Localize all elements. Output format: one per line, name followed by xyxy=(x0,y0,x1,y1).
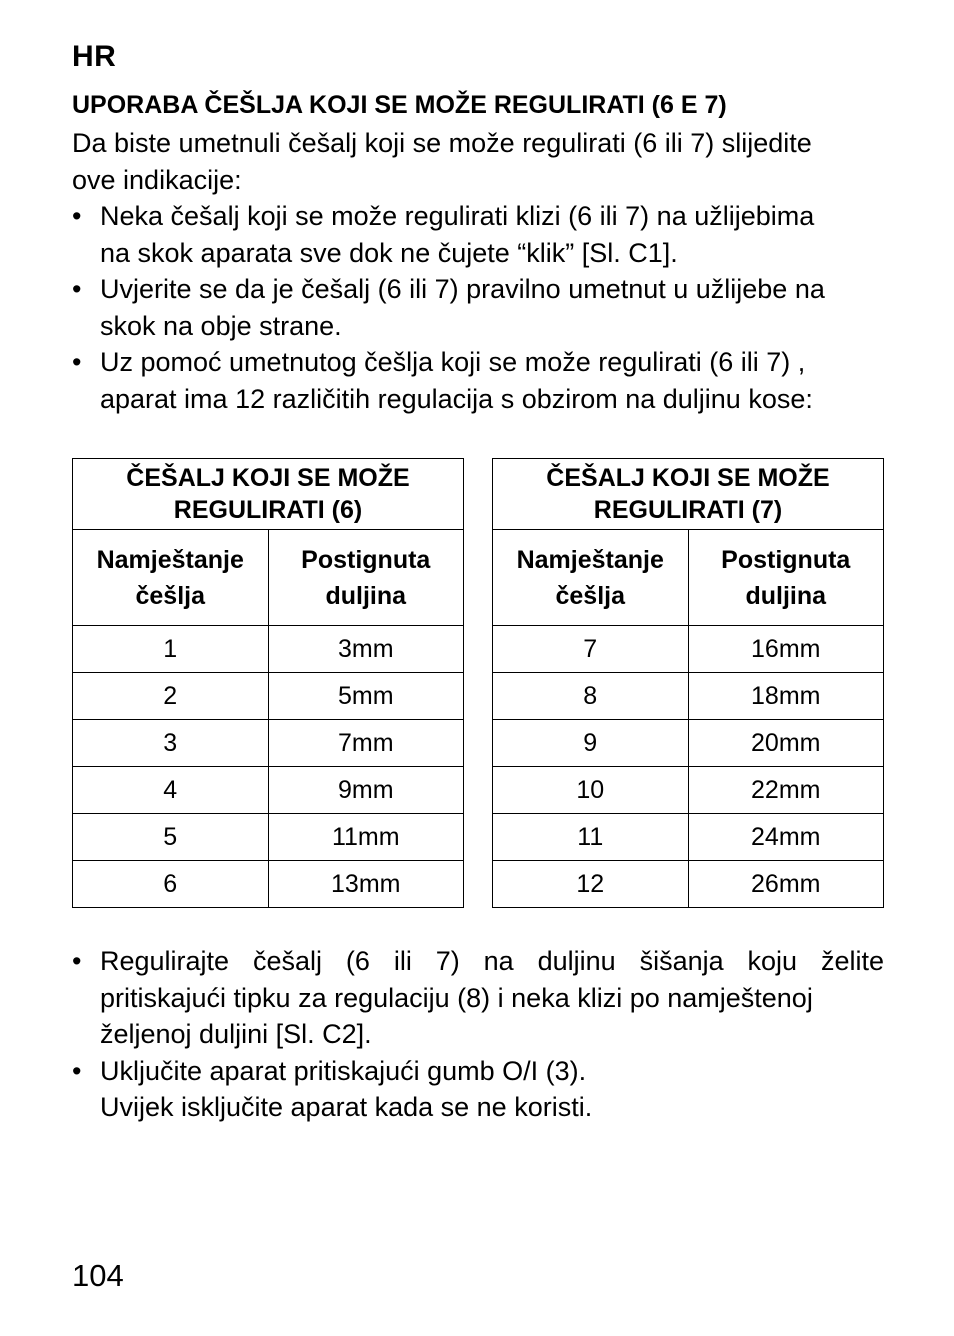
bullet-icon: • xyxy=(72,946,82,976)
table-row xyxy=(493,626,884,673)
setting-cell: 2 xyxy=(73,673,269,720)
table-row xyxy=(493,861,884,908)
list-item-line: skok na obje strane. xyxy=(100,310,342,341)
table-title xyxy=(73,459,464,530)
column-header-line: duljina xyxy=(325,581,407,610)
comb-7-table xyxy=(492,458,884,908)
list-item-line: Uključite aparat pritiskajući gumb O/I (3). xyxy=(100,1055,587,1086)
setting-cell: 12 xyxy=(493,861,689,908)
table-row xyxy=(73,673,464,720)
column-header-line: češlja xyxy=(135,581,205,610)
table-title-line: ČEŠALJ KOJI SE MOŽE xyxy=(546,464,830,492)
table-row xyxy=(73,767,464,814)
intro-line: ove indikacije: xyxy=(72,164,242,195)
table-row xyxy=(73,720,464,767)
column-header-line: češlja xyxy=(555,581,625,610)
column-header-line: duljina xyxy=(745,581,827,610)
length-cell: 18mm xyxy=(688,673,884,720)
table-row xyxy=(493,673,884,720)
table-row xyxy=(73,861,464,908)
setting-cell: 8 xyxy=(493,673,689,720)
instructions-list-bottom xyxy=(72,943,884,1126)
bullet-icon: • xyxy=(72,1055,82,1086)
bullet-icon: • xyxy=(72,201,82,231)
setting-cell: 6 xyxy=(73,861,269,908)
column-header-line: Namještanje xyxy=(96,545,244,574)
list-item xyxy=(72,943,884,1053)
table-title-line: REGULIRATI (7) xyxy=(593,496,783,524)
table-title-line: ČEŠALJ KOJI SE MOŽE xyxy=(126,464,410,492)
setting-cell: 10 xyxy=(493,767,689,814)
length-cell: 22mm xyxy=(688,767,884,814)
comb-6-table xyxy=(72,458,464,908)
table-row xyxy=(493,767,884,814)
length-cell: 24mm xyxy=(688,814,884,861)
intro-paragraph xyxy=(72,125,884,198)
length-cell: 5mm xyxy=(268,673,464,720)
setting-cell: 3 xyxy=(73,720,269,767)
list-item-line: Uvjerite se da je češalj (6 ili 7) pravilno umetnut u užlijebe na xyxy=(100,274,825,304)
column-header-length xyxy=(688,530,884,626)
table-row xyxy=(73,814,464,861)
table-row xyxy=(493,720,884,767)
list-item-line: aparat ima 12 različitih regulacija s obzirom na duljinu kose: xyxy=(100,383,813,414)
bullet-icon: • xyxy=(72,347,82,377)
length-cell: 26mm xyxy=(688,861,884,908)
setting-cell: 11 xyxy=(493,814,689,861)
list-item-line: Uvijek isključite aparat kada se ne koristi. xyxy=(100,1092,593,1122)
instructions-list-top xyxy=(72,198,884,417)
setting-cell: 1 xyxy=(73,626,269,673)
list-item xyxy=(72,344,884,417)
length-cell: 3mm xyxy=(268,626,464,673)
column-header-line: Namještanje xyxy=(516,545,664,574)
table-title-line: REGULIRATI (6) xyxy=(173,496,363,524)
column-header-line: Postignuta xyxy=(721,545,851,574)
length-cell: 7mm xyxy=(268,720,464,767)
length-cell: 16mm xyxy=(688,626,884,673)
setting-cell: 7 xyxy=(493,626,689,673)
list-item xyxy=(72,271,884,344)
setting-cell: 5 xyxy=(73,814,269,861)
table-row xyxy=(73,626,464,673)
list-item-line: željenoj duljini [Sl. C2]. xyxy=(100,1019,372,1049)
table-row xyxy=(493,814,884,861)
length-cell: 11mm xyxy=(268,814,464,861)
list-item-line: Regulirajte češalj (6 ili 7) na duljinu šišanja koju želite xyxy=(100,946,884,976)
list-item xyxy=(72,198,884,271)
length-cell: 9mm xyxy=(268,767,464,814)
column-header-setting xyxy=(493,530,689,626)
length-cell: 20mm xyxy=(688,720,884,767)
section-title: UPORABA ČEŠLJA KOJI SE MOŽE REGULIRATI (6 E 7) xyxy=(72,91,727,119)
list-item xyxy=(72,1053,884,1126)
table-title xyxy=(493,459,884,530)
length-cell: 13mm xyxy=(268,861,464,908)
setting-cell: 9 xyxy=(493,720,689,767)
list-item-line: Uz pomoć umetnutog češlja koji se može regulirati (6 ili 7) , xyxy=(100,347,806,377)
list-item-line: pritiskajući tipku za regulaciju (8) i neka klizi po namještenoj xyxy=(100,982,813,1013)
column-header-setting xyxy=(73,530,269,626)
list-item-line: na skok aparata sve dok ne čujete “klik” [Sl. C1]. xyxy=(100,237,678,268)
language-code: HR xyxy=(72,40,117,73)
list-item-line: Neka češalj koji se može regulirati klizi (6 ili 7) na užlijebima xyxy=(100,201,815,231)
column-header-length xyxy=(268,530,464,626)
column-header-line: Postignuta xyxy=(301,545,431,574)
bullet-icon: • xyxy=(72,274,82,304)
intro-line: Da biste umetnuli češalj koji se može regulirati (6 ili 7) slijedite xyxy=(72,128,812,158)
setting-cell: 4 xyxy=(73,767,269,814)
page-number: 104 xyxy=(72,1258,124,1293)
